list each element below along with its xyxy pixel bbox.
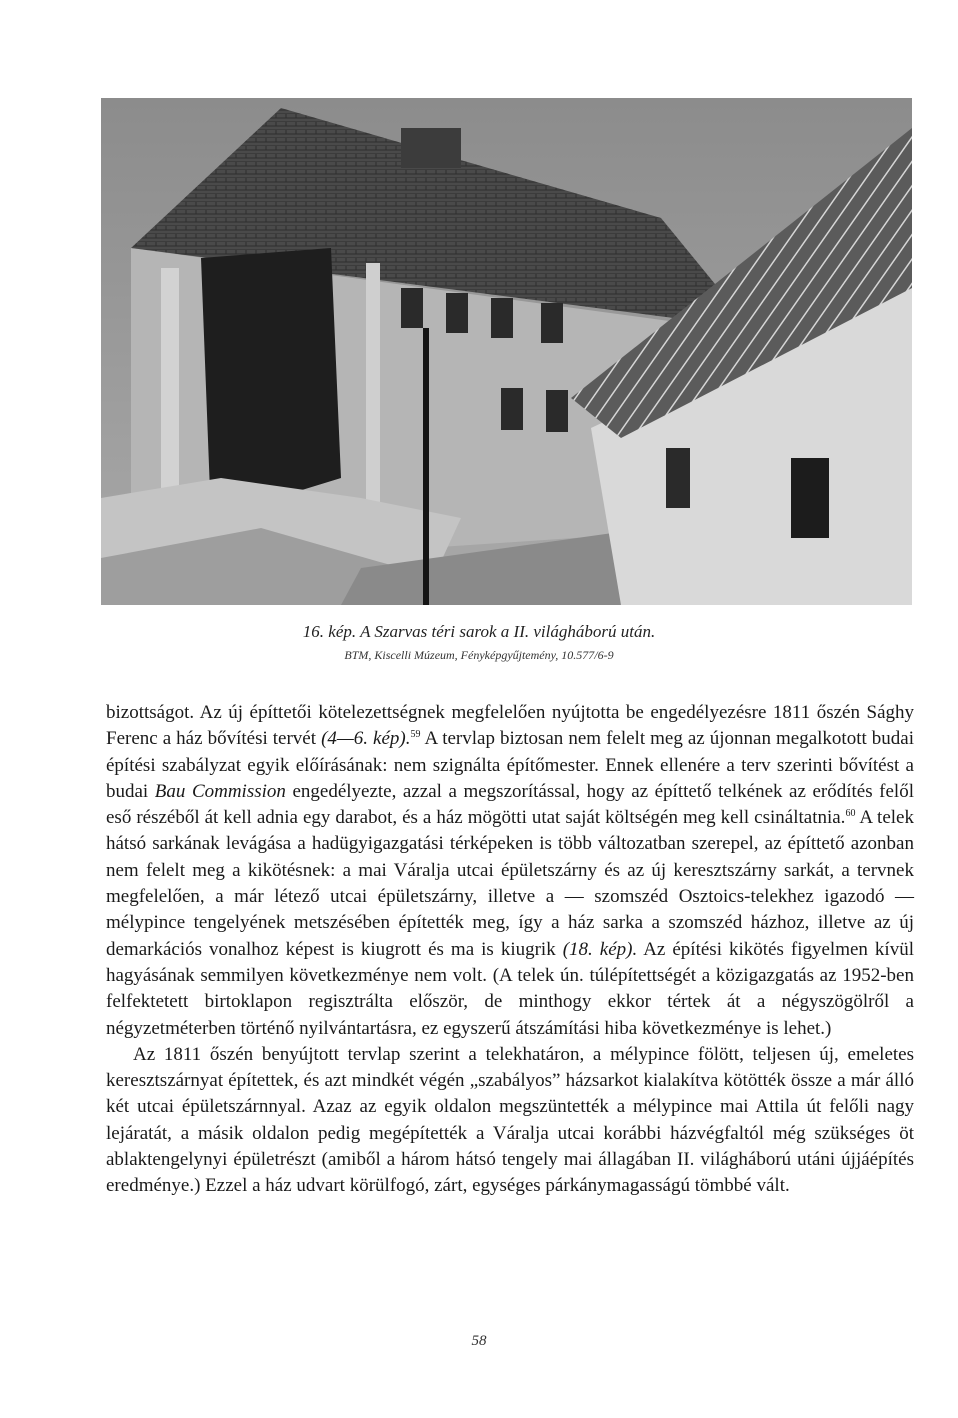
figure-reference-18: (18. kép). xyxy=(562,938,638,960)
footnote-59: 59 xyxy=(410,729,421,741)
page-number: 58 xyxy=(471,1333,487,1349)
paragraph-1-part-5: Az építési kikötés figyelmen kívül hagyásának semmilyen következménye nem volt. (A telek ún. túlépítettségét a közigazgatás az 1952-ben felfektetett birtoklapon regisztrálta először, de minthogy ekkor tértek át a négyszögölről a négyzetméterben történő nyilvántartásra, ez egyszerű átszámítási hiba következménye is lehet.) xyxy=(106,938,914,1039)
term-bau-commission: Bau Commission xyxy=(154,780,286,802)
caption-source: BTM, Kiscelli Múzeum, Fényképgyűjtemény, 10.577/6-9 xyxy=(344,648,614,662)
paragraph-2: Az 1811 őszén benyújtott tervlap szerint a telekhatáron, a mélypince fölött, teljesen új, emeletes keresztszárnyat építettek, és azt mindkét végén „szabályos” házsarkot kialakítva kötötték össze a már álló két utcai épületszárnnyal. Azaz az egyik oldalon megszüntették a mélypince mai Attila út felőli nagy lejáratát, a másik oldalon pedig megépítették a Váralja utcai korábbi házvégfaltól még szükséges öt ablaktengelynyi épületrészt (amiből a három hátsó tengely mai állagában II. világháború utáni újjáépítés eredménye.) Ezzel a ház udvart körülfogó, zárt, egységes párkánymagasságú tömbbé vált. xyxy=(106,1043,914,1197)
paragraph-1-part-3: engedélyezte, azzal a megszorítással, hogy az építtető telkének az erődítés felől eső részéből át kell adnia egy darabot, és a ház mögötti utat saját költségén meg kell csináltatnia. xyxy=(106,780,914,829)
footnote-60: 60 xyxy=(845,808,856,820)
photograph-ruined-corner-house xyxy=(101,98,912,605)
paragraph-1-part-1: bizottságot. Az új építtetői kötelezettségnek megfelelően nyújtotta be engedélyezésre 1811 őszén Sághy Ferenc a ház bővítési tervét xyxy=(106,702,914,750)
figure-reference-4-6: (4—6. kép). xyxy=(321,728,411,750)
body-text xyxy=(106,700,914,1200)
paragraph-1-part-2: A tervlap biztosan nem felelt meg az újonnan megalkotott budai építési szabályzat egyik előírásának: nem szignálta építőmester. Ennek ellenére a terv szerinti bővítést a budai xyxy=(106,728,914,802)
paragraph-1 xyxy=(106,700,914,1042)
paragraph-1-part-4: A telek hátsó sarkának levágása a hadügyigazgatási térképeken is több változatban szerepel, az építtető azonban nem felelt meg a kikötésnek: a mai Váralja utcai épületszárny és az új keresztszárny sarkát, a tervnek megfelelően, a már létező utcai épületszárny, illetve a — szomszéd Osztoics-telekhez igazodó — mélypince tengelyének metszésében építették meg, így a ház sarka a szomszéd házhoz, illetve az új demarkációs vonalhoz képest is kiugrott és ma is kiugrik xyxy=(106,807,914,960)
figure-caption xyxy=(0,621,958,663)
photo-illustration xyxy=(101,98,912,605)
caption-title: 16. kép. A Szarvas téri sarok a II. világháború után. xyxy=(302,622,656,641)
